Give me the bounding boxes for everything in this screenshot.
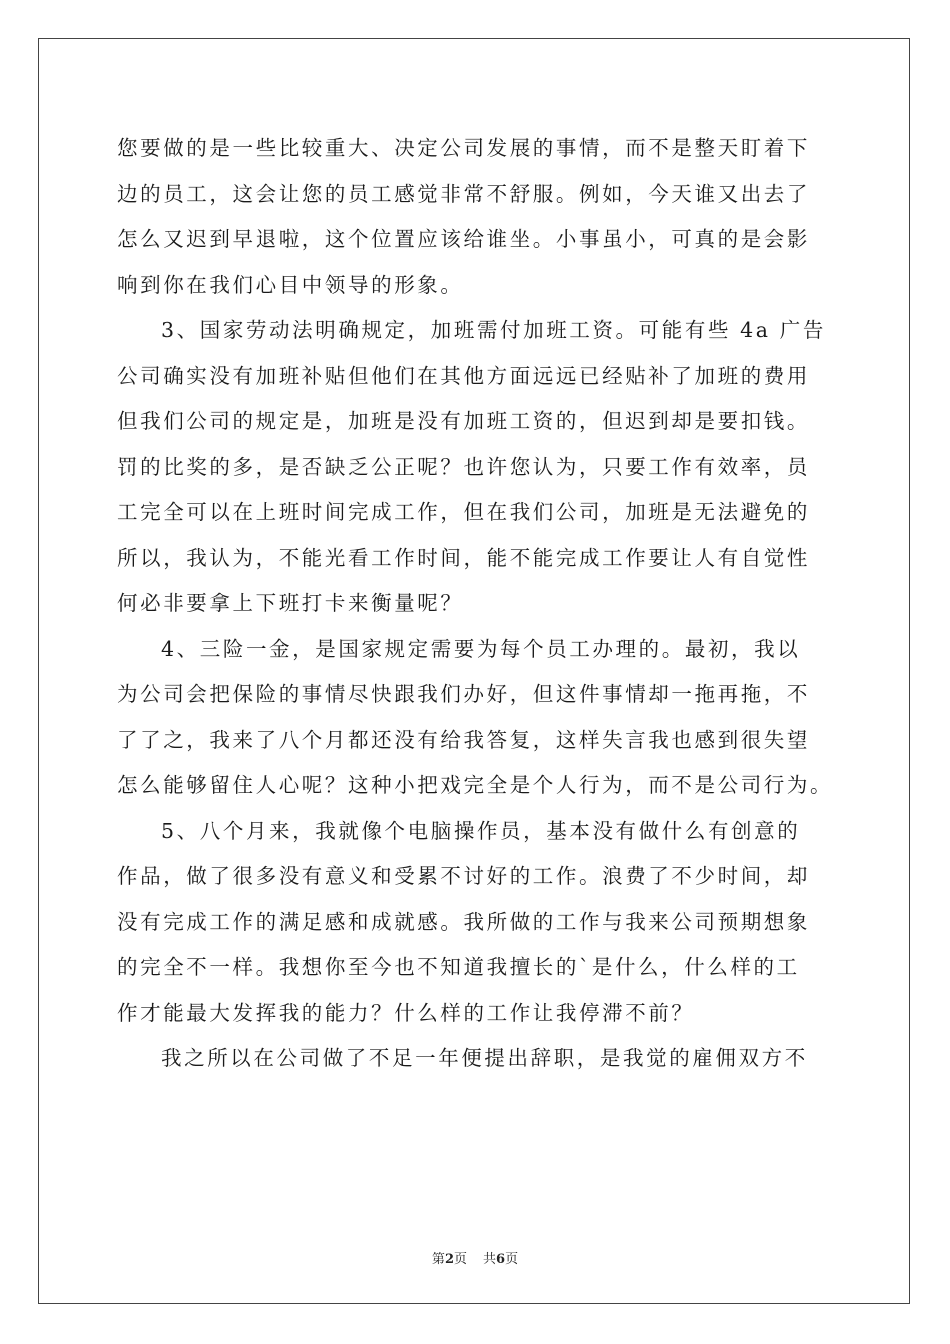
text-line: 怎么又迟到早退啦，这个位置应该给谁坐。小事虽小，可真的是会影 [117,227,810,251]
text-line: 工完全可以在上班时间完成工作，但在我们公司，加班是无法避免的 [117,500,810,524]
paragraph-start-line: 我之所以在公司做了不足一年便提出辞职，是我觉的雇佣双方不 [161,1046,808,1070]
page-footer [0,1248,950,1267]
page-suffix: 页 [453,1252,467,1267]
text-line: 为公司会把保险的事情尽快跟我们办好，但这件事情却一拖再拖，不 [117,682,810,706]
page-number: 2 [444,1252,454,1267]
document-body [117,126,837,1082]
text-line: 响到你在我们心目中领导的形象。 [117,272,464,297]
paragraph-start-line: 3、国家劳动法明确规定，加班需付加班工资。可能有些 4a 广告 [161,318,826,342]
text-line: 的完全不一样。我想你至今也不知道我擅长的`是什么，什么样的工 [117,955,800,979]
total-pages: 6 [496,1252,506,1267]
text-line: 作才能最大发挥我的能力？什么样的工作让我停滞不前？ [117,1000,695,1025]
total-suffix: 页 [505,1252,519,1267]
text-line: 所以，我认为，不能光看工作时间，能不能完成工作要让人有自觉性 [117,545,810,570]
text-line: 作品，做了很多没有意义和受累不讨好的工作。浪费了不少时间，却 [117,864,810,888]
page-prefix: 第 [431,1252,445,1267]
total-prefix: 共 [483,1252,497,1267]
text-line: 边的员工，这会让您的员工感觉非常不舒服。例如，今天谁又出去了 [117,181,810,206]
text-line: 没有完成工作的满足感和成就感。我所做的工作与我来公司预期想象 [117,909,810,934]
text-line: 了了之，我来了八个月都还没有给我答复，这样失言我也感到很失望 [117,727,810,752]
paragraph-start-line: 5、八个月来，我就像个电脑操作员，基本没有做什么有创意的 [161,818,801,843]
text-line: 怎么能够留住人心呢？这种小把戏完全是个人行为，而不是公司行为。 [117,773,834,797]
text-line: 罚的比奖的多，是否缺乏公正呢？也许您认为，只要工作有效率，员 [117,454,810,479]
paragraph-start-line: 4、三险一金，是国家规定需要为每个员工办理的。最初，我以 [161,636,801,661]
text-line: 公司确实没有加班补贴但他们在其他方面远远已经贴补了加班的费用 [117,363,810,388]
text-line: 但我们公司的规定是，加班是没有加班工资的，但迟到却是要扣钱。 [117,409,810,433]
text-line: 何必非要拿上下班打卡来衡量呢？ [117,591,464,615]
text-line: 您要做的是一些比较重大、决定公司发展的事情，而不是整天盯着下 [117,136,810,160]
